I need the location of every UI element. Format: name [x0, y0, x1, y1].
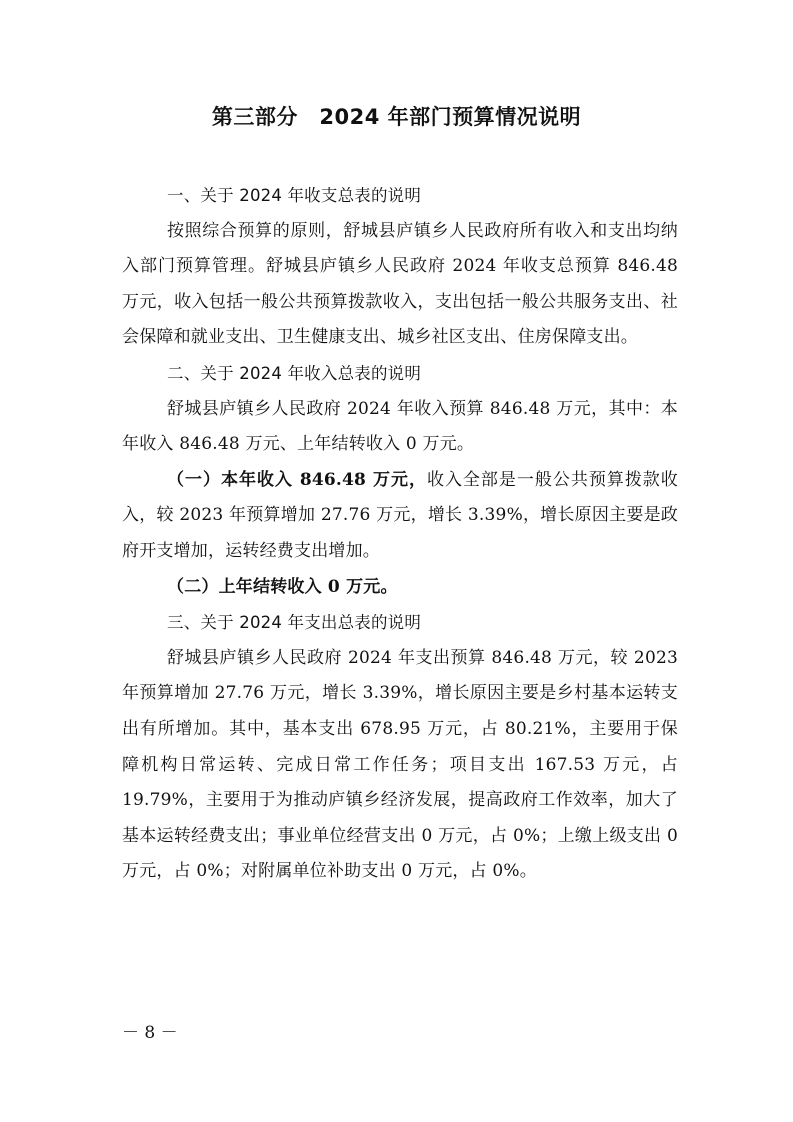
page-title: 第三部分 2024 年部门预算情况说明: [211, 105, 582, 129]
section-3-heading: 三、关于 2024 年支出总表的说明: [167, 613, 422, 633]
page-number: － 8 －: [122, 1023, 178, 1043]
section-2-paragraph: 舒城县庐镇乡人民政府 2024 年收入预算 846.48 万元，其中：本年收入 846.48 万元、上年结转收入 0 万元。: [122, 398, 678, 455]
section-1-heading: 一、关于 2024 年收支总表的说明: [167, 186, 422, 205]
section-2-heading: 二、关于 2024 年收入总表的说明: [167, 363, 422, 383]
section-2-subsection-1: [122, 463, 678, 570]
section-2-subsection-2: （二）上年结转收入 0 万元。: [167, 576, 398, 597]
section-1-paragraph: 按照综合预算的原则，舒城县庐镇乡人民政府所有收入和支出均纳入部门预算管理。舒城县庐镇乡人民政府 2024 年收支总预算 846.48 万元，收入包括一般公共预算拨款收入，支出包括一般公共服务支出、社会保障和就业支出、卫生健康支出、城乡社区支出、住房保障支出。: [122, 220, 678, 348]
subsection-1-text: 收入全部是一般公共预算拨款收入，较 2023 年预算增加 27.76 万元，增长 3.39%，增长原因主要是政府开支增加，运转经费支出增加。: [122, 469, 678, 561]
document-body: [122, 178, 678, 890]
section-3-paragraph: 舒城县庐镇乡人民政府 2024 年支出预算 846.48 万元，较 2023 年预算增加 27.76 万元，增长 3.39%，增长原因主要是乡村基本运转支出有所增加。其中，基本支出 678.95 万元，占 80.21%，主要用于保障机构日常运转、完成日常工作任务；项目支出 167.53 万元，占 19.79%，主要用于为推动庐镇乡经济发展，提高政府工作效率，加大了基本运转经费支出；事业单位经营支出 0 万元，占 0%；上缴上级支出 0 万元，占 0%；对附属单位补助支出 0 万元，占 0%。: [122, 647, 678, 882]
subsection-1-title: （一）本年收入 846.48 万元，: [167, 469, 427, 490]
